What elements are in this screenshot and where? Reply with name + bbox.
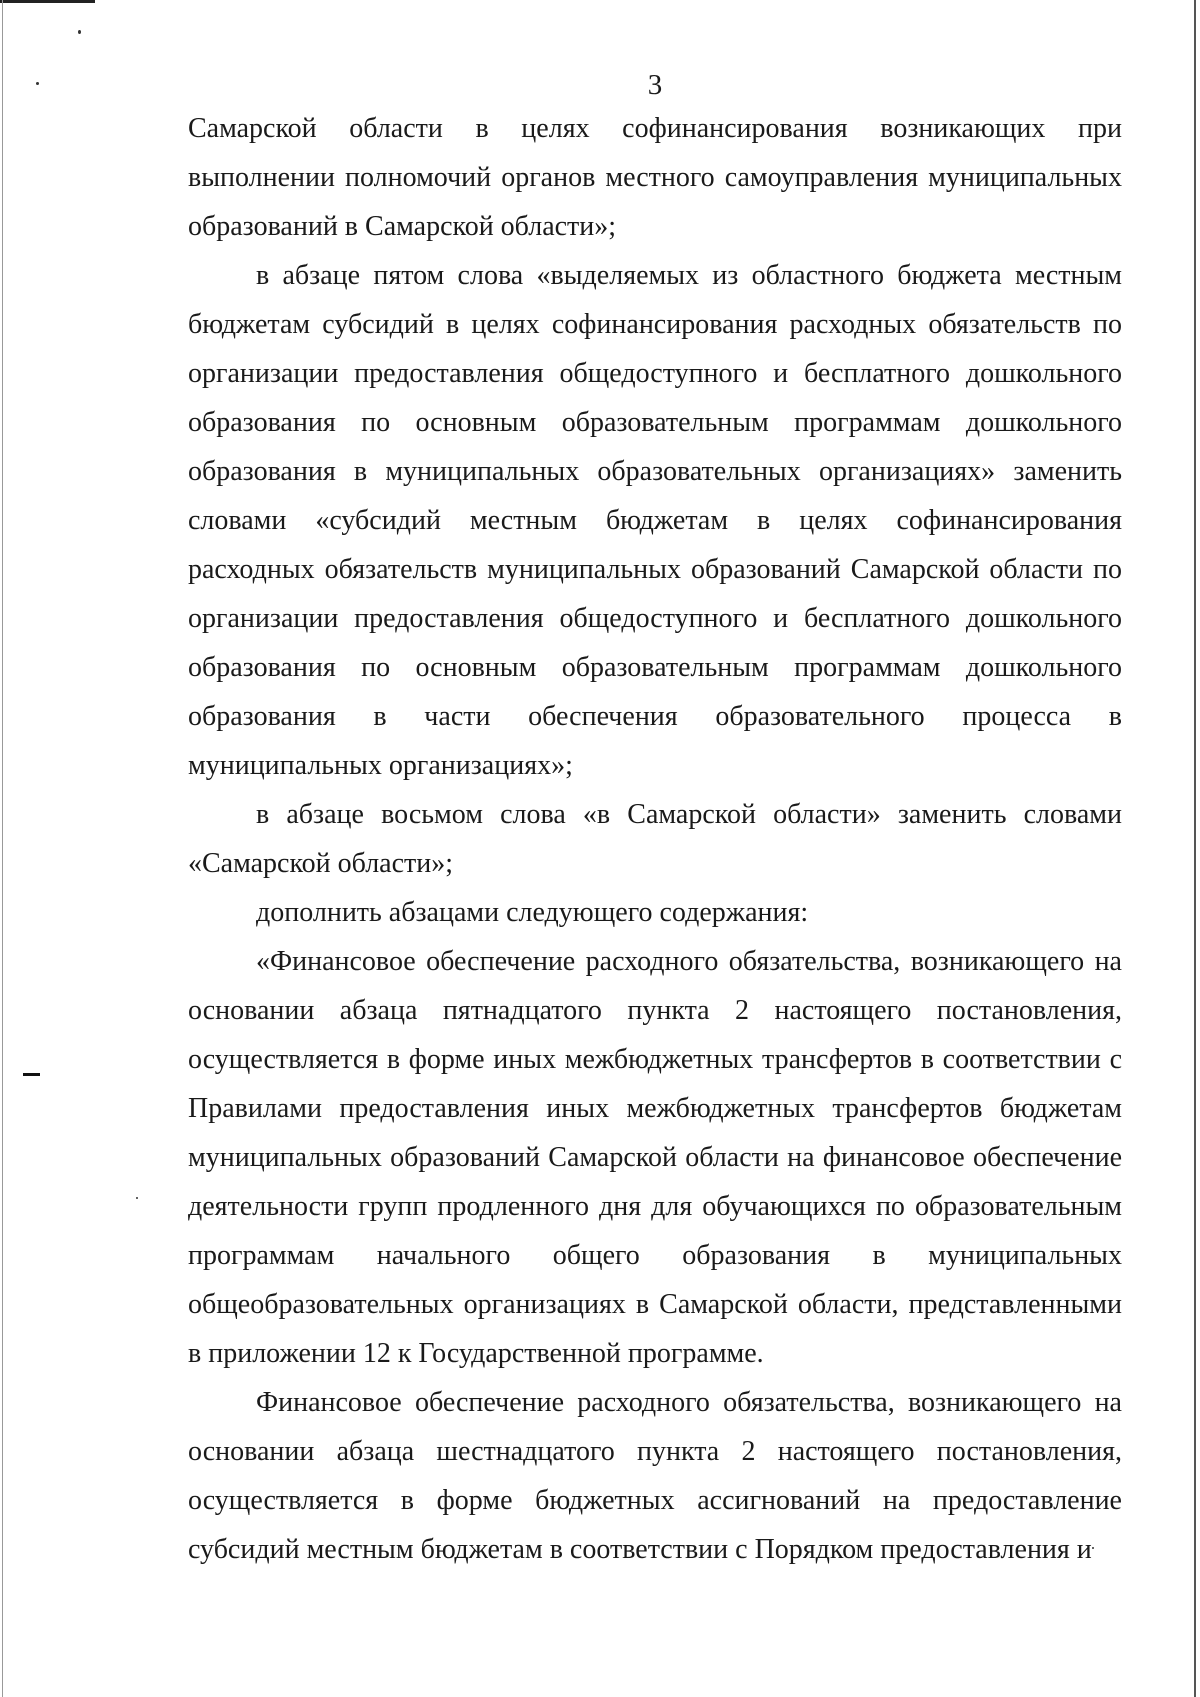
- paragraph-financing-16: Финансовое обеспечение расходного обязательства, возникающего на основании абзаца шестнадцатого пункта 2 настоящего постановления, осуществляется в форме бюджетных ассигнований на предоставление субсидий местным бюджетам в соответствии с Порядком предоставления и: [188, 1387, 1122, 1565]
- paragraph-continuation: Самарской области в целях софинансирования возникающих при выполнении полномочий органов местного самоуправления муниципальных образований в Самарской области»;: [188, 113, 1122, 242]
- paragraph-supplement-intro: дополнить абзацами следующего содержания:: [256, 897, 809, 928]
- paragraph-abzac-8: в абзаце восьмом слова «в Самарской области» заменить словами «Самарской области»;: [188, 799, 1122, 879]
- paragraph-financing-15: «Финансовое обеспечение расходного обязательства, возникающего на основании абзаца пятнадцатого пункта 2 настоящего постановления, осуществляется в форме иных межбюджетных трансфертов в соответствии с Правилами предоставления иных межбюджетных трансфертов бюджетам муниципальных образований Самарской области на финансовое обеспечение деятельности групп продленного дня для обучающихся по образовательным программам начального общего образования в муниципальных общеобразовательных организациях в Самарской области, представленными в приложении 12 к Государственной программе.: [188, 946, 1122, 1369]
- scan-edge-right: [1194, 0, 1196, 1697]
- paragraph-abzac-5: в абзаце пятом слова «выделяемых из областного бюджета местным бюджетам субсидий в целях софинансирования расходных обязательств по организации предоставления общедоступного и бесплатного дошкольного образования по основным образовательным программам дошкольного образования в муниципальных образовательных организациях» заменить словами «субсидий местным бюджетам в целях софинансирования расходных обязательств муниципальных образований Самарской области по организации предоставления общедоступного и бесплатного дошкольного образования по основным образовательным программам дошкольного образования в части обеспечения образовательного процесса в муниципальных организациях»;: [188, 260, 1122, 781]
- scan-edge-left: [2, 0, 3, 1697]
- scan-edge-top: [0, 0, 95, 3]
- document-body: [188, 104, 1122, 1574]
- page-number: 3: [647, 69, 663, 101]
- scan-speck: [36, 82, 39, 85]
- margin-dash: [23, 1073, 40, 1076]
- scan-speck: [78, 30, 81, 34]
- scan-speck: [136, 1197, 138, 1199]
